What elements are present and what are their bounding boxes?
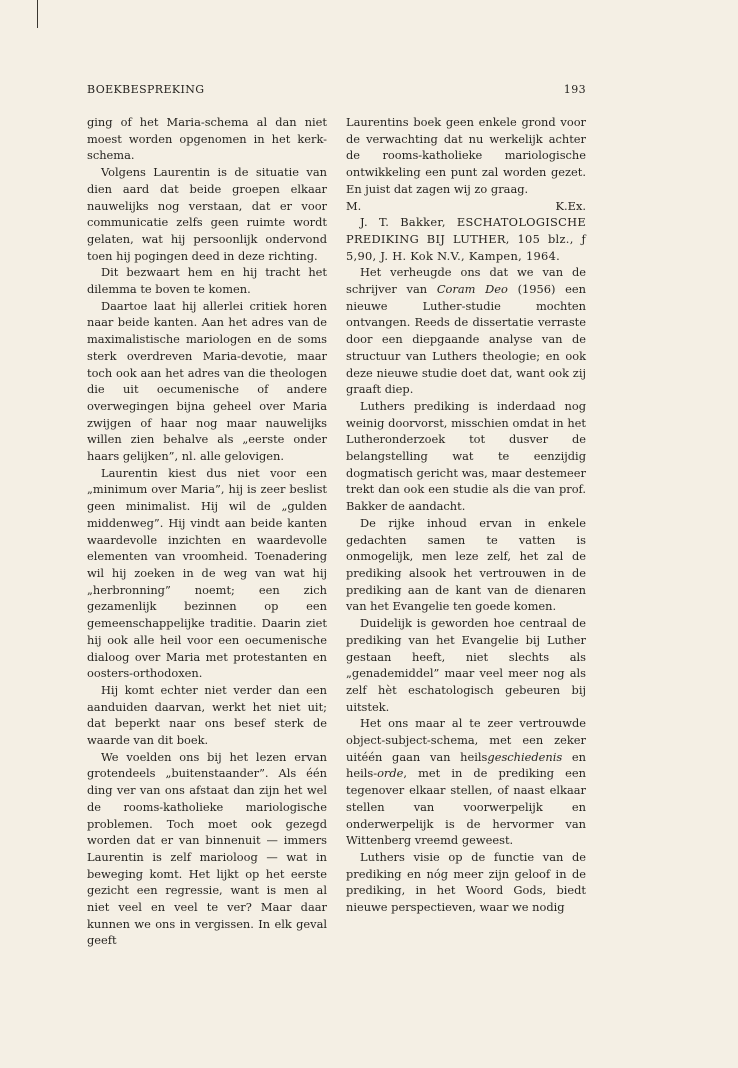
paragraph: Volgens Laurentin is de situatie van dien aard dat beide groepen elkaar nauwelijks nog verstaan, dat er voor communicatie zelfs geen ruimte wordt gelaten, wat hij persoonlijk ondervond toen hij pogingen deed in deze richting. <box>87 165 327 263</box>
book-title-italic: Coram Deo <box>436 282 508 297</box>
signature-line <box>346 198 586 215</box>
paragraph: Luthers prediking is inderdaad nog weinig doorvorst, misschien omdat in het Lutheronderzoek tot dusver de belangstelling wat te eenzijdig dogmatisch gericht was, maar destemeer trekt dan ook een studie als die van prof. Bakker de aandacht. <box>346 398 586 514</box>
paragraph: Luthers visie op de functie van de prediking en nóg meer zijn geloof in de prediking, in het Woord Gods, biedt nieuwe perspectieven, waar we nodig <box>346 849 586 915</box>
paragraph <box>346 715 586 849</box>
paragraph: De rijke inhoud ervan in enkele gedachten samen te vatten is onmogelijk, men leze zelf, het zal de prediking alsook het vertrouwen in de prediking aan de kant van de dienaren van het Evangelie ten goede komen. <box>346 515 586 614</box>
paragraph: We voelden ons bij het lezen ervan grotendeels „buitenstaander”. Als één ding ver van ons afstaat dan zijn het wel de rooms-katholieke mariologische problemen. Toch moet ook gezegd worden dat er van binnenuit — immers Laurentin is zelf marioloog — wat in beweging komt. Het lijkt op het eerste gezicht een regressie, want is men al niet veel en veel te ver? Maar daar kunnen we ons in vergissen. In elk geval geeft <box>87 749 327 948</box>
text-run: , met in de prediking een tegenover elkaar stellen, of naast elkaar stellen van voorwerpelijk en onderwerpelijk is de hervormer van Wittenberg vreemd geweest. <box>346 766 586 848</box>
paragraph: ging of het Maria-schema al dan niet moest worden opgenomen in het kerk-schema. <box>87 115 327 163</box>
review-heading-text: J. T. Bakker, ESCHATOLOGISCHE PREDIKING BIJ LUTHER, 105 blz., ƒ 5,90, J. H. Kok N.V., Kampen, 1964. <box>346 215 586 263</box>
left-column <box>87 114 327 949</box>
running-head: BOEKBESPREKING <box>87 83 205 96</box>
text-run: Het ons maar al te zeer vertrouwde object-subject-schema, met een zeker uitéén gaan van heils <box>346 716 586 764</box>
page-header <box>87 83 586 99</box>
paragraph: Dit bezwaart hem en hij tracht het dilemma te boven te komen. <box>87 265 327 297</box>
scan-edge-line <box>37 0 38 28</box>
text-run: Het verheugde ons dat we van de schrijver van <box>346 265 586 297</box>
page-number: 193 <box>563 83 586 96</box>
paragraph: Laurentins boek geen enkele grond voor de verwachting dat nu werkelijk achter de rooms-katholieke mariologische ontwikkeling een punt zal worden gezet. En juist dat zagen wij zo graag. <box>346 115 586 196</box>
signature-initial: M. <box>346 198 362 213</box>
paragraph: Daartoe laat hij allerlei critiek horen naar beide kanten. Aan het adres van de maximalistische mariologen en de soms sterk overdreven Maria-devotie, maar toch ook aan het adres van die theologen die uit oecumenische of andere overwegingen bijna geheel over Maria zwijgen of haar nog maar nauwelijks willen zien behalve als „eerste onder haars gelijken”, nl. alle gelovigen. <box>87 298 327 464</box>
paragraph <box>346 264 586 398</box>
paragraph: Laurentin kiest dus niet voor een „minimum over Maria”, hij is zeer beslist geen minimalist. Hij wil de „gulden middenweg”. Hij vindt aan beide kanten waardevolle inzichten en waardevolle elementen van vroomheid. Toenadering wil hij zoeken in de weg van wat hij „herbronning” noemt; een zich gezamenlijk bezinnen op een gemeenschappelijke traditie. Daarin ziet hij ook alle heil voor een oecumenische dialoog over Maria met protestanten en oosters-orthodoxen. <box>87 465 327 681</box>
paragraph: Hij komt echter niet verder dan een aanduiden daarvan, werkt het niet uit; dat beperkt naar ons besef sterk de waarde van dit boek. <box>87 682 327 748</box>
text-run: (1956) een nieuwe Luther-studie mochten ontvangen. Reeds de dissertatie verraste door een diepgaande analyse van de structuur van Luthers theologie; en ook deze nieuwe studie doet dat, want ook zij graaft diep. <box>346 282 587 397</box>
italic-term: orde <box>377 766 404 781</box>
review-heading <box>346 214 586 264</box>
italic-term: geschiedenis <box>487 749 563 764</box>
right-column <box>346 114 586 916</box>
text-run: en heils- <box>346 749 587 781</box>
paragraph: Duidelijk is geworden hoe centraal de prediking van het Evangelie bij Luther gestaan heeft, niet slechts als „genademiddel” maar veel meer nog als zelf hèt eschatologisch gebeuren bij uitstek. <box>346 616 586 714</box>
signature-author: K.Ex. <box>555 198 586 213</box>
